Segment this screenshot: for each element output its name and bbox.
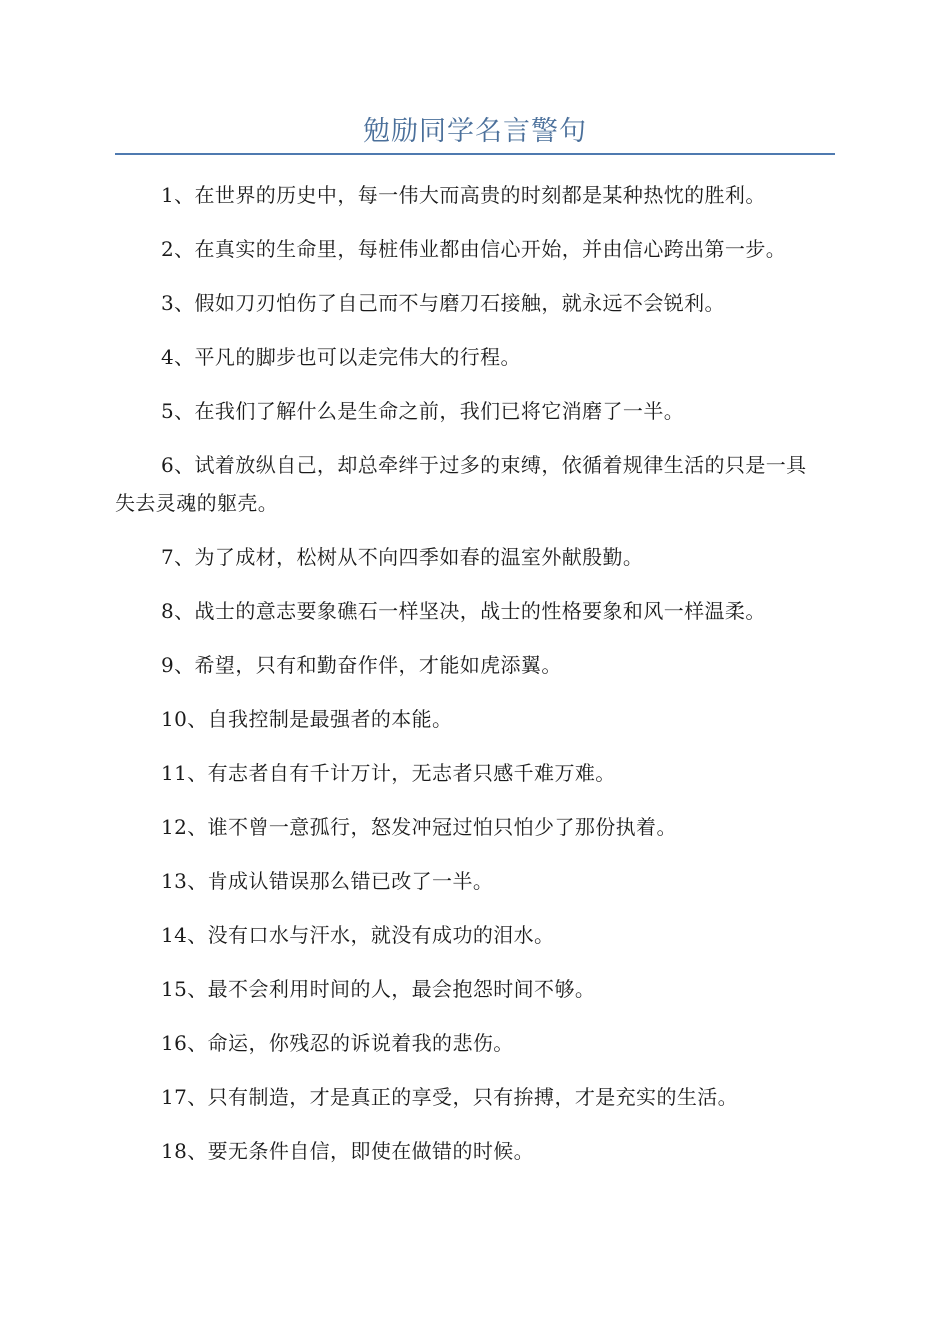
quote-paragraph-2: 2、在真实的生命里，每桩伟业都由信心开始，并由信心跨出第一步。	[161, 237, 787, 261]
quote-paragraph-11: 11、有志者自有千计万计，无志者只感千难万难。	[161, 761, 616, 785]
quote-paragraph-16: 16、命运，你残忍的诉说着我的悲伤。	[161, 1031, 514, 1055]
quote-paragraph-12: 12、谁不曾一意孤行，怒发冲冠过怕只怕少了那份执着。	[161, 815, 677, 839]
document-body	[115, 176, 825, 1186]
quote-paragraph-18: 18、要无条件自信，即使在做错的时候。	[161, 1139, 535, 1163]
title-underline	[115, 153, 835, 155]
quote-paragraph-5: 5、在我们了解什么是生命之前，我们已将它消磨了一半。	[161, 399, 685, 423]
quote-paragraph-13: 13、肯成认错误那么错已改了一半。	[161, 869, 494, 893]
quote-paragraph-3: 3、假如刀刃怕伤了自己而不与磨刀石接触，就永远不会锐利。	[161, 291, 725, 315]
document-title: 勉励同学名言警句	[363, 116, 587, 147]
quote-paragraph-10: 10、自我控制是最强者的本能。	[161, 707, 453, 731]
quote-paragraph-1: 1、在世界的历史中，每一伟大而高贵的时刻都是某种热忱的胜利。	[161, 183, 766, 207]
quote-paragraph-14: 14、没有口水与汗水，就没有成功的泪水。	[161, 923, 555, 947]
quote-paragraph-15: 15、最不会利用时间的人，最会抱怨时间不够。	[161, 977, 596, 1001]
quote-paragraph-7: 7、为了成材，松树从不向四季如春的温室外献殷勤。	[161, 545, 644, 569]
quote-paragraph-4: 4、平凡的脚步也可以走完伟大的行程。	[161, 345, 521, 369]
quote-paragraph-8: 8、战士的意志要象礁石一样坚决，战士的性格要象和风一样温柔。	[161, 599, 766, 623]
quote-paragraph-6: 6、试着放纵自己，却总牵绊于过多的束缚，依循着规律生活的只是一具失去灵魂的躯壳。	[115, 453, 807, 515]
quote-paragraph-17: 17、只有制造，才是真正的享受，只有拚搏，才是充实的生活。	[161, 1085, 739, 1109]
quote-paragraph-9: 9、希望，只有和勤奋作伴，才能如虎添翼。	[161, 653, 562, 677]
